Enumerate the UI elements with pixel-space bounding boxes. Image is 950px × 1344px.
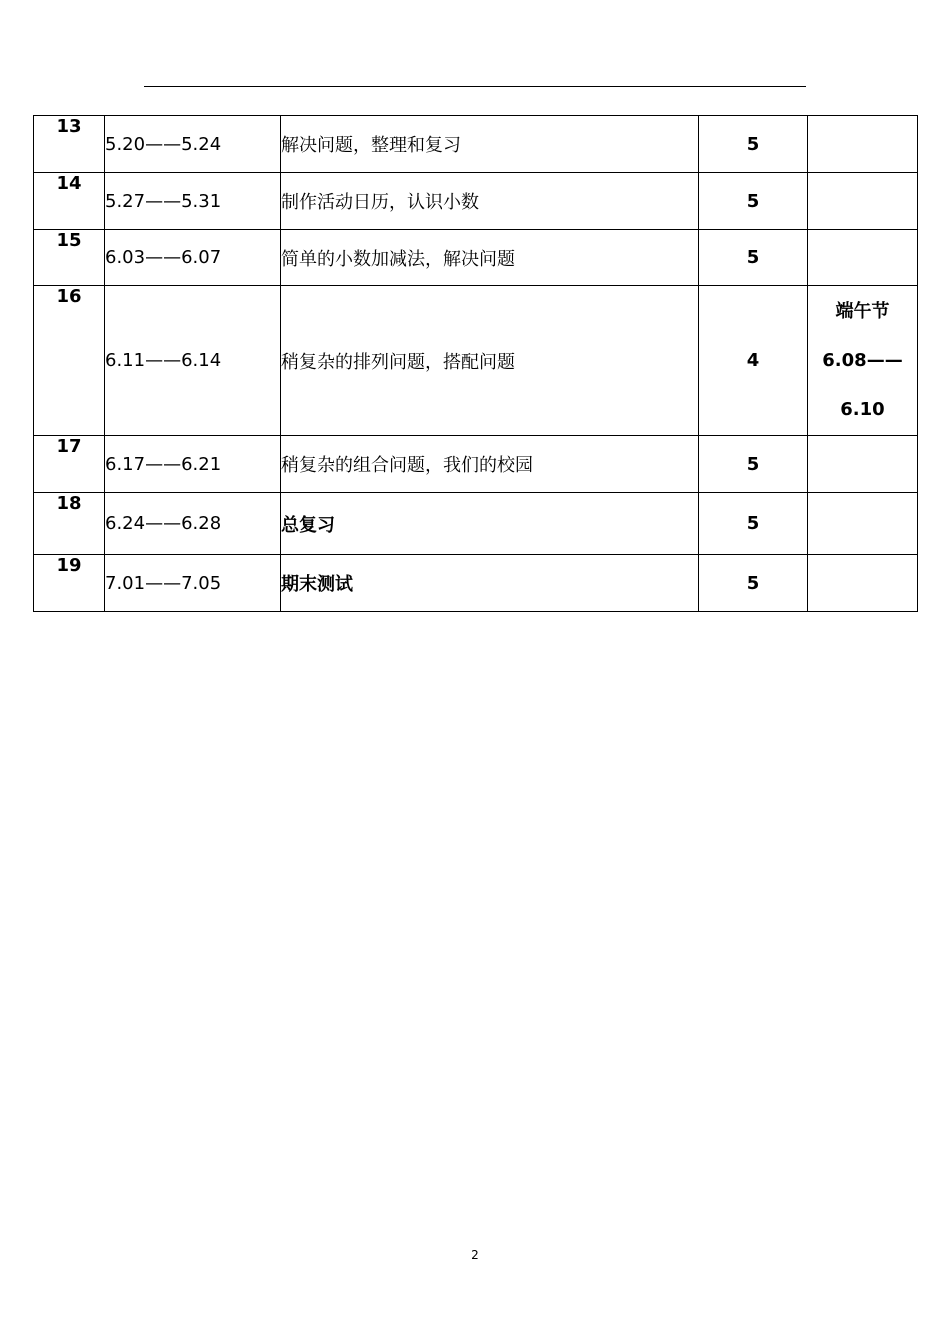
class-hours: 5 [699, 173, 808, 230]
lesson-content: 稍复杂的排列问题，搭配问题 [281, 286, 699, 436]
week-number: 15 [34, 230, 105, 286]
date-range: 6.24——6.28 [105, 493, 281, 555]
note-cell [808, 286, 918, 436]
date-range: 6.17——6.21 [105, 436, 281, 493]
class-hours: 5 [699, 493, 808, 555]
class-hours: 5 [699, 555, 808, 612]
lesson-content: 稍复杂的组合问题，我们的校园 [281, 436, 699, 493]
note-holiday-start: 6.08—— [822, 350, 903, 371]
week-number: 17 [34, 436, 105, 493]
class-hours: 4 [699, 286, 808, 436]
week-number: 13 [34, 116, 105, 173]
lesson-content: 制作活动日历，认识小数 [281, 173, 699, 230]
table-row [34, 493, 918, 555]
note-holiday-name: 端午节 [835, 301, 890, 322]
table-row [34, 555, 918, 612]
class-hours: 5 [699, 116, 808, 173]
class-hours: 5 [699, 436, 808, 493]
note-holiday-end: 6.10 [840, 399, 885, 420]
week-number: 16 [34, 286, 105, 436]
lesson-content: 简单的小数加减法，解决问题 [281, 230, 699, 286]
table-row [34, 230, 918, 286]
note-cell [808, 173, 918, 230]
lesson-content: 总复习 [281, 493, 699, 555]
note-cell [808, 555, 918, 612]
note-cell [808, 116, 918, 173]
lesson-content: 解决问题，整理和复习 [281, 116, 699, 173]
page-number: 2 [471, 1248, 479, 1262]
schedule-table [33, 115, 918, 612]
table-row [34, 286, 918, 436]
class-hours: 5 [699, 230, 808, 286]
week-number: 19 [34, 555, 105, 612]
note-cell [808, 493, 918, 555]
table-row [34, 173, 918, 230]
date-range: 6.11——6.14 [105, 286, 281, 436]
note-cell [808, 230, 918, 286]
table-row [34, 436, 918, 493]
note-cell [808, 436, 918, 493]
week-number: 14 [34, 173, 105, 230]
date-range: 5.27——5.31 [105, 173, 281, 230]
date-range: 5.20——5.24 [105, 116, 281, 173]
lesson-content: 期末测试 [281, 555, 699, 612]
date-range: 6.03——6.07 [105, 230, 281, 286]
date-range: 7.01——7.05 [105, 555, 281, 612]
header-rule [144, 86, 806, 87]
table-row [34, 116, 918, 173]
week-number: 18 [34, 493, 105, 555]
